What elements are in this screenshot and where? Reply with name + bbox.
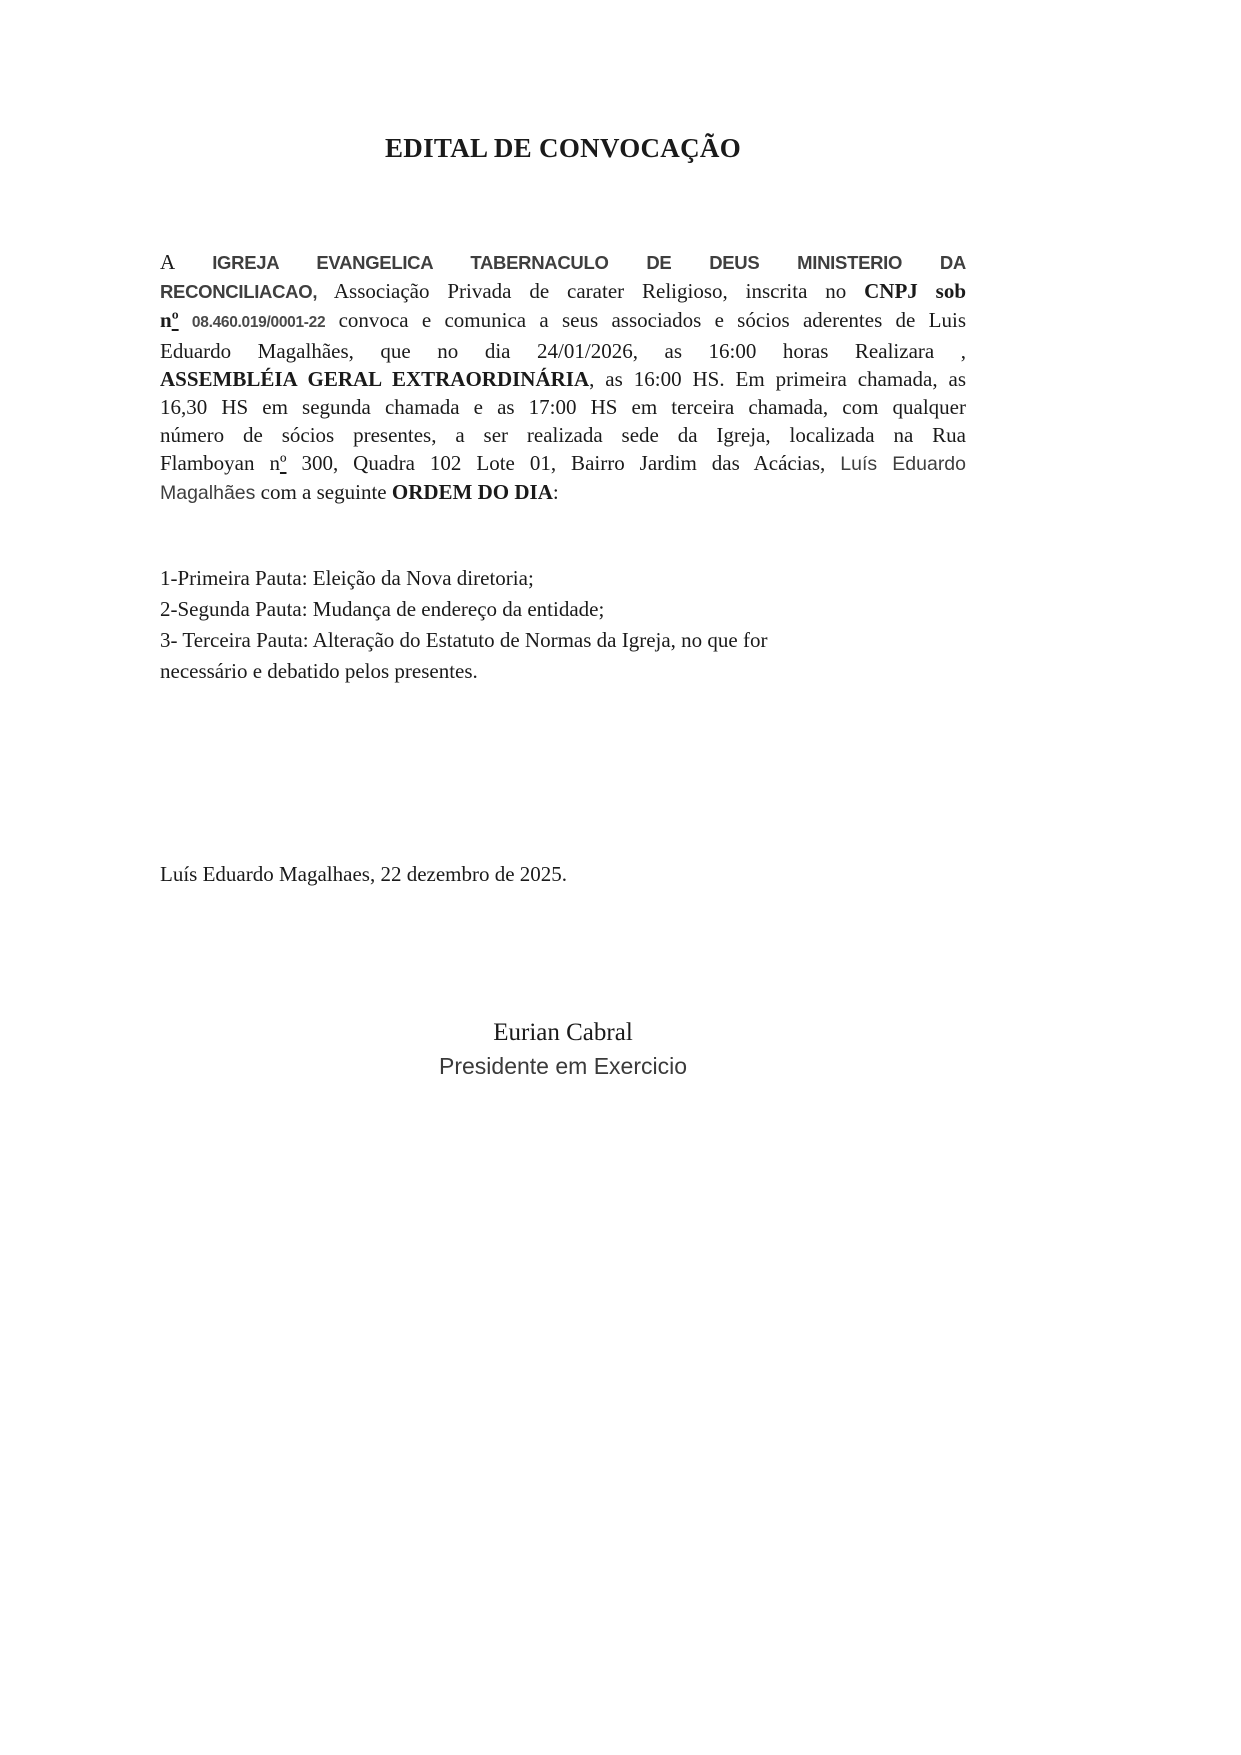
convocation-text: convoca e comunica a seus associados e sócios aderentes de Luis — [338, 308, 966, 332]
paragraph-line-9 — [160, 478, 966, 507]
church-name-part-1: IGREJA EVANGELICA TABERNACULO DE DEUS MINISTERIO DA — [212, 252, 966, 273]
signature-role: Presidente em Exercicio — [439, 1053, 687, 1079]
association-description: Associação Privada de carater Religioso, inscrita no — [333, 279, 847, 303]
city-name-part-1: Luís Eduardo — [840, 453, 966, 475]
document-content — [160, 0, 966, 1082]
address-details: 300, Quadra 102 Lote 01, Bairro Jardim das Acácias, — [301, 451, 826, 475]
first-call-text: , as 16:00 HS. Em primeira chamada, as — [589, 367, 966, 391]
cnpj-number: 08.460.019/0001-22 — [191, 314, 326, 331]
main-paragraph — [160, 248, 966, 507]
city-name-part-2: Magalhães — [160, 482, 256, 504]
paragraph-line-2 — [160, 277, 966, 306]
agenda-item-2: 2-Segunda Pauta: Mudança de endereço da entidade; — [160, 597, 605, 621]
paragraph-line-8 — [160, 449, 966, 478]
paragraph-line-6 — [160, 393, 966, 421]
article-a: A — [160, 250, 175, 274]
agenda-list — [160, 563, 966, 687]
signature-block — [160, 1016, 966, 1082]
cnpj-label: CNPJ sob — [864, 279, 967, 303]
with-following-text: com a seguinte — [260, 480, 387, 504]
agenda-item-3: 3- Terceira Pauta: Alteração do Estatuto de Normas da Igreja, no que for — [160, 628, 768, 652]
agenda-heading: ORDEM DO DIA — [391, 480, 553, 504]
ordinal-indicator-2: º — [279, 451, 287, 475]
paragraph-line-4 — [160, 337, 966, 365]
paragraph-line-5 — [160, 365, 966, 393]
paragraph-line-3 — [160, 306, 966, 337]
agenda-item-1: 1-Primeira Pauta: Eleição da Nova diretoria; — [160, 566, 534, 590]
document-title: EDITAL DE CONVOCAÇÃO — [385, 133, 741, 163]
place-date-line: Luís Eduardo Magalhaes, 22 dezembro de 2025. — [160, 862, 568, 886]
agenda-item-3-continuation: necessário e debatido pelos presentes. — [160, 659, 478, 683]
ordinal-indicator: º — [171, 308, 179, 332]
paragraph-line-1 — [160, 248, 966, 277]
paragraph-line-7 — [160, 421, 966, 449]
second-third-call-text: 16,30 HS em segunda chamada e as 17:00 HS em terceira chamada, com qualquer — [160, 395, 966, 419]
numero-abbrev: n — [160, 308, 172, 332]
location-text: número de sócios presentes, a ser realizada sede da Igreja, localizada na Rua — [160, 423, 966, 447]
church-name-part-2: RECONCILIACAO, — [160, 281, 318, 302]
assembly-name: ASSEMBLÉIA GERAL EXTRAORDINÁRIA — [160, 367, 590, 391]
address-street: Flamboyan n — [160, 451, 280, 475]
signature-name: Eurian Cabral — [493, 1019, 633, 1046]
agenda-heading-colon: : — [552, 480, 559, 504]
meeting-date-text: Eduardo Magalhães, que no dia 24/01/2026, as 16:00 horas Realizara , — [160, 339, 966, 363]
